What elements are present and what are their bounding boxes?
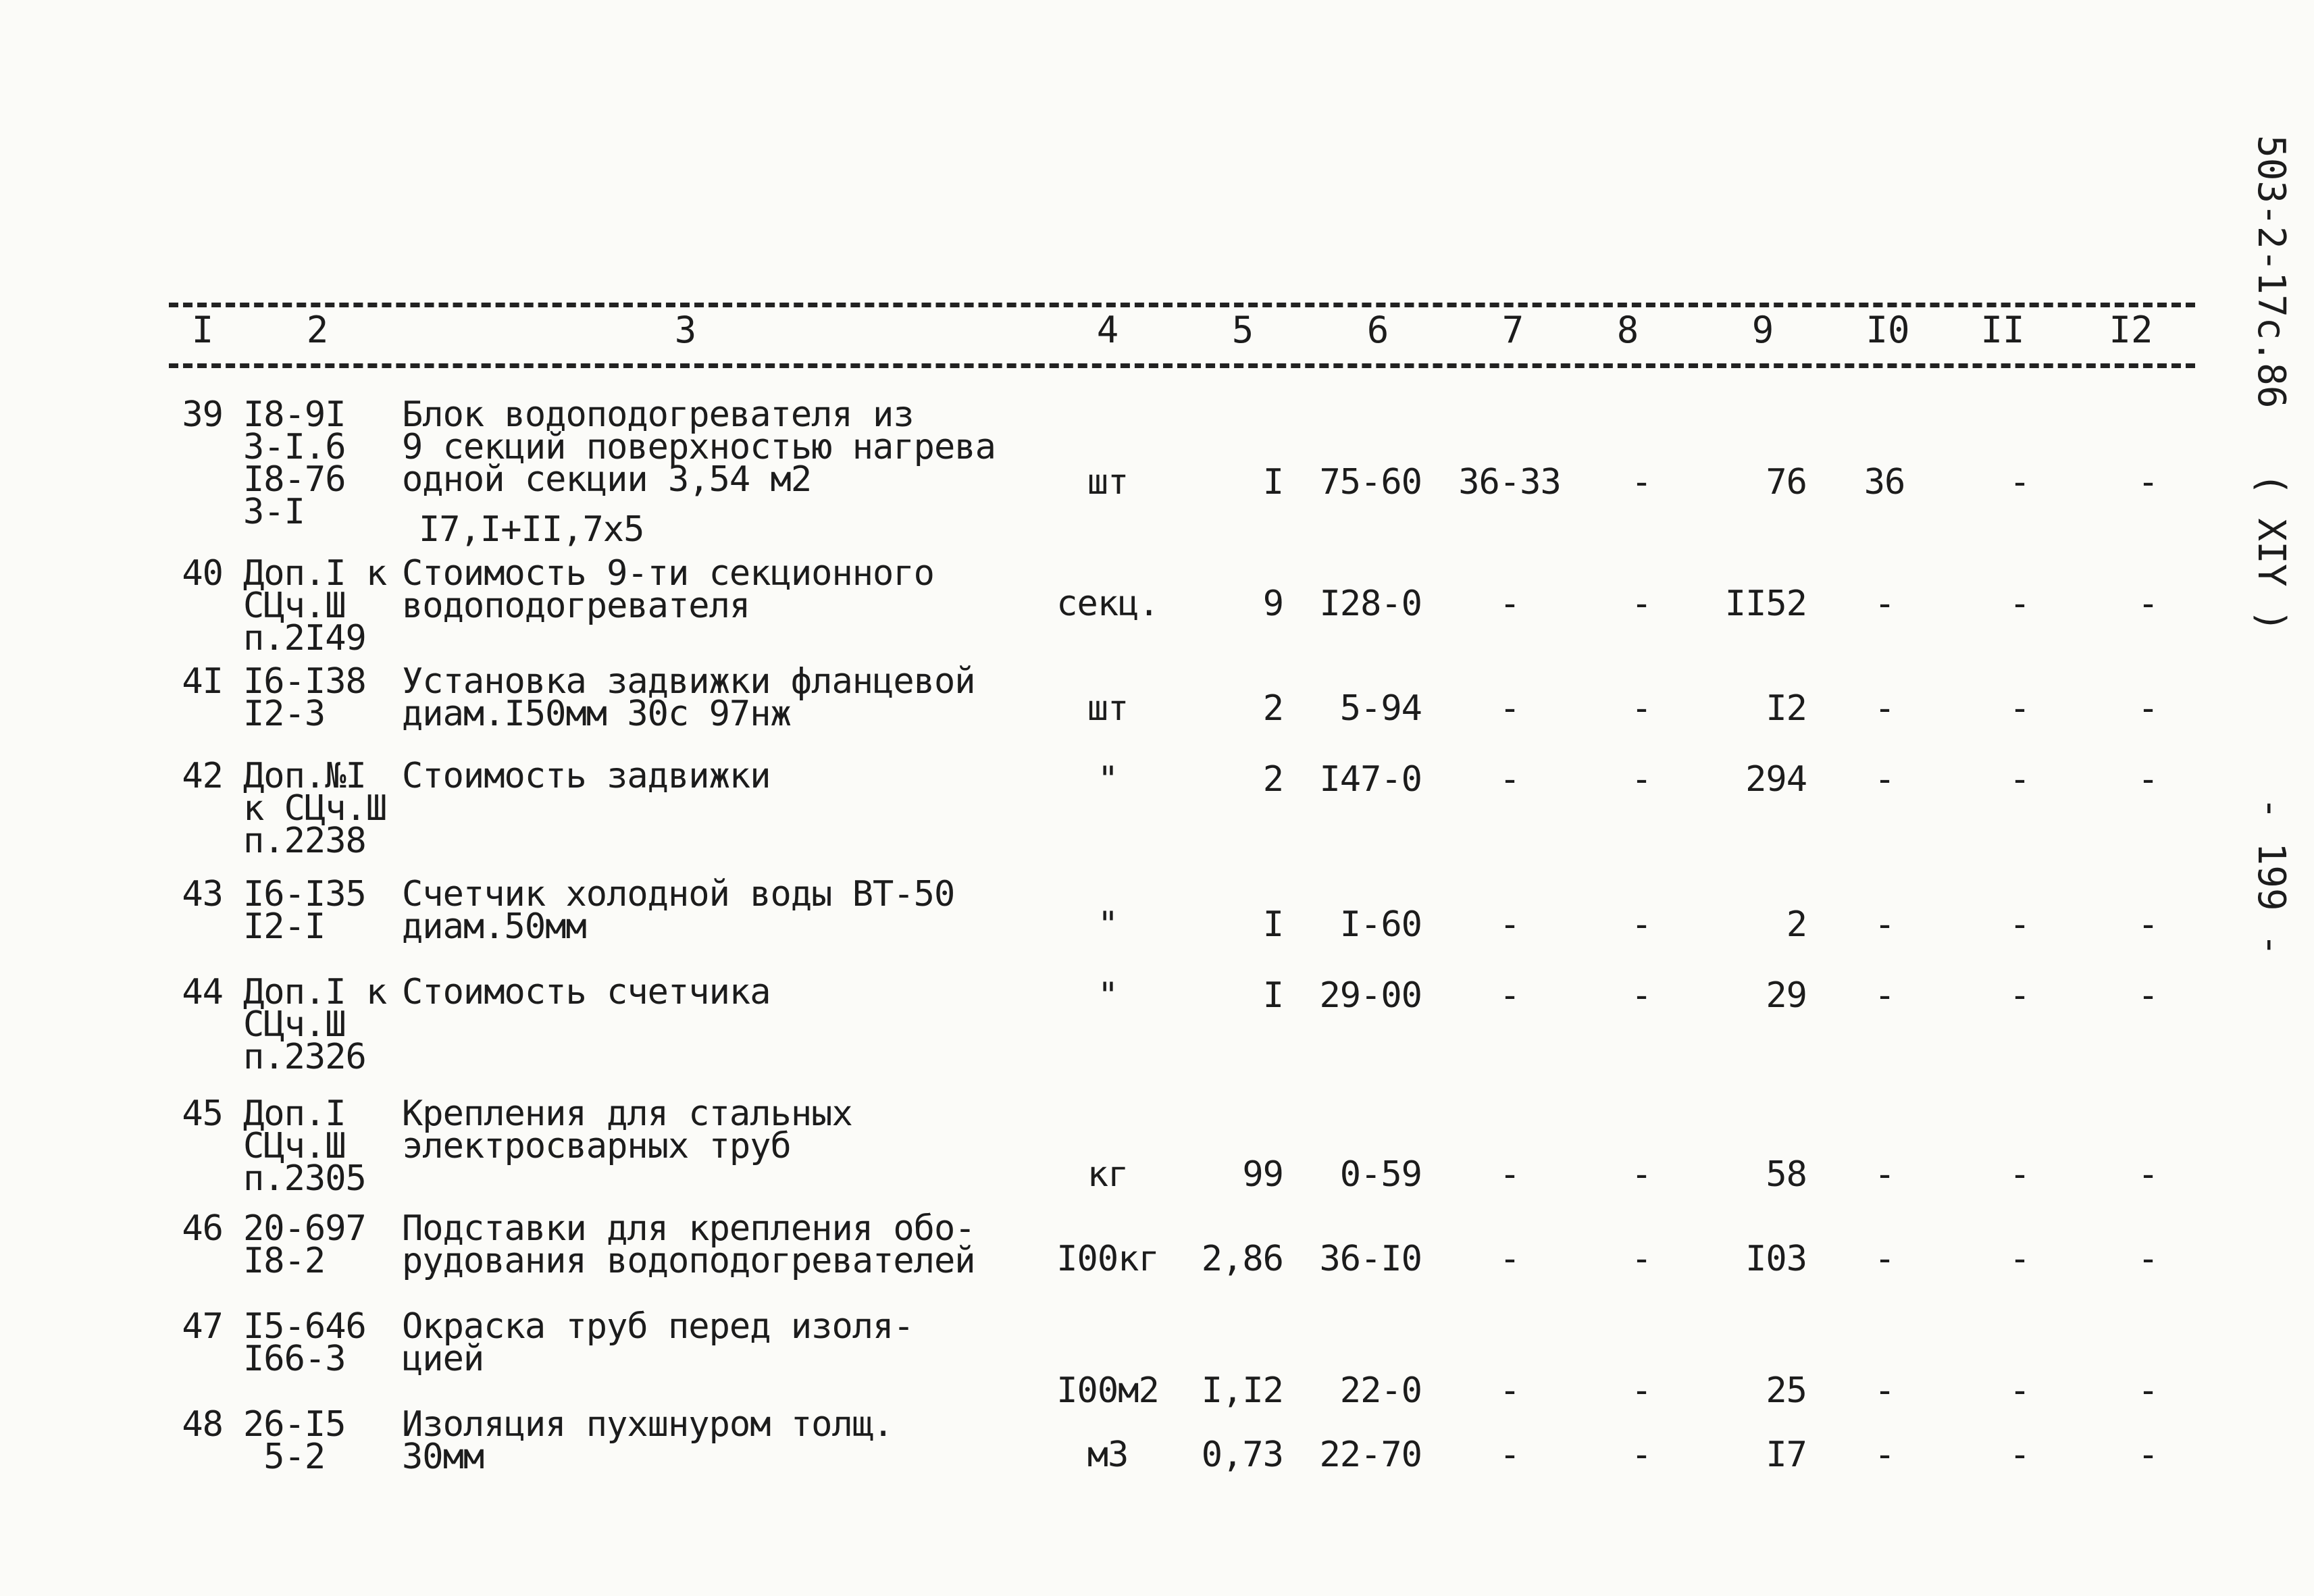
work-description: Стоимость счетчика: [402, 972, 771, 1012]
col-11-value: -: [2009, 462, 2030, 503]
unit: шт: [1087, 688, 1129, 729]
unit-price: 5-94: [1339, 688, 1422, 729]
col-10-value: -: [1874, 1435, 1895, 1475]
col-12-value: -: [2137, 1239, 2159, 1279]
total-value: I2: [1766, 688, 1807, 729]
col-11-value: -: [2009, 1370, 2030, 1411]
col-header: 8: [1616, 309, 1639, 351]
total-value: I7: [1766, 1435, 1807, 1475]
unit: секц.: [1056, 584, 1159, 624]
unit: I00кг: [1056, 1239, 1159, 1279]
unit: м3: [1087, 1435, 1129, 1475]
total-value: I03: [1745, 1239, 1807, 1279]
unit-price: 29-00: [1319, 975, 1422, 1016]
col-12-value: -: [2137, 904, 2159, 945]
total-value: 76: [1766, 462, 1807, 503]
page-number: - 199 -: [2249, 797, 2293, 957]
col-11-value: -: [2009, 1435, 2030, 1475]
unit-price: 22-70: [1319, 1435, 1422, 1475]
total-value: 29: [1766, 975, 1807, 1016]
work-description: Крепления для стальных электросварных труб: [402, 1093, 852, 1166]
col-8-value: -: [1630, 1370, 1652, 1411]
unit: ": [1097, 759, 1119, 800]
col-11-value: -: [2009, 584, 2030, 624]
row-number: 39: [182, 394, 223, 435]
price-code: Доп.№I к СЦч.Ш п.2238: [243, 756, 387, 861]
unit-price: I-60: [1339, 904, 1422, 945]
col-8-value: -: [1630, 1239, 1652, 1279]
row-number: 43: [182, 874, 223, 915]
col-8-value: -: [1630, 759, 1652, 800]
col-8-value: -: [1630, 688, 1652, 729]
col-12-value: -: [2137, 1435, 2159, 1475]
price-code: 26-I5 5-2: [243, 1404, 346, 1477]
col-11-value: -: [2009, 975, 2030, 1016]
col-7-value: -: [1499, 975, 1520, 1016]
col-10-value: -: [1874, 688, 1895, 729]
quantity: I: [1262, 904, 1283, 945]
col-12-value: -: [2137, 759, 2159, 800]
col-8-value: -: [1630, 1435, 1652, 1475]
col-header: 5: [1231, 309, 1254, 351]
row-number: 45: [182, 1093, 223, 1134]
total-value: 25: [1766, 1370, 1807, 1411]
col-header: 9: [1751, 309, 1774, 351]
col-header: 2: [306, 309, 329, 351]
total-value: 58: [1766, 1154, 1807, 1195]
col-8-value: -: [1630, 462, 1652, 503]
col-8-value: -: [1630, 1154, 1652, 1195]
col-8-value: -: [1630, 584, 1652, 624]
unit: ": [1097, 904, 1119, 945]
total-value: II52: [1724, 584, 1807, 624]
unit: шт: [1087, 462, 1129, 503]
col-header: 4: [1096, 309, 1119, 351]
quantity: 2: [1262, 688, 1283, 729]
price-code: Доп.I к СЦч.Ш п.2326: [243, 972, 387, 1077]
section-code: ( XIY ): [2249, 473, 2293, 633]
col-10-value: -: [1874, 975, 1895, 1016]
col-12-value: -: [2137, 1370, 2159, 1411]
col-11-value: -: [2009, 1239, 2030, 1279]
col-7-value: -: [1499, 904, 1520, 945]
unit-price: I28-0: [1319, 584, 1422, 624]
col-12-value: -: [2137, 975, 2159, 1016]
row-number: 46: [182, 1208, 223, 1249]
calculation-note: I7,I+II,7x5: [419, 509, 644, 550]
col-7-value: 36-33: [1458, 462, 1561, 503]
total-value: 294: [1745, 759, 1807, 800]
row-number: 44: [182, 972, 223, 1012]
quantity: 0,73: [1201, 1435, 1283, 1475]
col-10-value: 36: [1863, 462, 1905, 503]
work-description: Стоимость 9-ти секционного водоподогревателя: [402, 553, 934, 626]
quantity: I: [1262, 462, 1283, 503]
total-value: 2: [1786, 904, 1807, 945]
unit: кг: [1087, 1154, 1129, 1195]
quantity: 9: [1262, 584, 1283, 624]
row-number: 48: [182, 1404, 223, 1445]
price-code: Доп.I к СЦч.Ш п.2I49: [243, 553, 387, 659]
row-number: 42: [182, 756, 223, 796]
quantity: 99: [1242, 1154, 1283, 1195]
work-description: Изоляция пухшнуром толщ. 30мм: [402, 1404, 894, 1477]
unit-price: I47-0: [1319, 759, 1422, 800]
col-11-value: -: [2009, 759, 2030, 800]
unit-price: 36-I0: [1319, 1239, 1422, 1279]
price-code: 20-697 I8-2: [243, 1208, 366, 1281]
quantity: I,I2: [1201, 1370, 1283, 1411]
col-10-value: -: [1874, 1154, 1895, 1195]
unit-price: 75-60: [1319, 462, 1422, 503]
price-code: I8-9I 3-I.6 I8-76 3-I: [243, 394, 346, 532]
doc-code: 503-2-17c.86: [2249, 135, 2293, 409]
col-8-value: -: [1630, 904, 1652, 945]
work-description: Установка задвижки фланцевой диам.I50мм 30с 97нж: [402, 661, 975, 734]
col-12-value: -: [2137, 1154, 2159, 1195]
work-description: Стоимость задвижки: [402, 756, 771, 796]
col-header: I2: [2109, 309, 2153, 351]
col-header: 3: [674, 309, 697, 351]
col-7-value: -: [1499, 1370, 1520, 1411]
col-10-value: -: [1874, 1370, 1895, 1411]
header-bottom-rule: [169, 363, 2195, 368]
col-10-value: -: [1874, 1239, 1895, 1279]
col-header: I0: [1866, 309, 1910, 351]
price-code: Доп.I СЦч.Ш п.2305: [243, 1093, 366, 1199]
col-7-value: -: [1499, 1154, 1520, 1195]
col-header: I: [191, 309, 214, 351]
row-number: 47: [182, 1306, 223, 1347]
unit: I00м2: [1056, 1370, 1159, 1411]
unit-price: 0-59: [1339, 1154, 1422, 1195]
row-number: 40: [182, 553, 223, 594]
work-description: Счетчик холодной воды ВТ-50 диам.50мм: [402, 874, 955, 947]
price-code: I5-646 I66-3: [243, 1306, 366, 1379]
col-7-value: -: [1499, 1239, 1520, 1279]
col-10-value: -: [1874, 904, 1895, 945]
col-7-value: -: [1499, 759, 1520, 800]
col-11-value: -: [2009, 904, 2030, 945]
col-7-value: -: [1499, 1435, 1520, 1475]
col-header: 7: [1501, 309, 1524, 351]
col-11-value: -: [2009, 688, 2030, 729]
col-10-value: -: [1874, 584, 1895, 624]
col-header: 6: [1366, 309, 1389, 351]
quantity: 2: [1262, 759, 1283, 800]
quantity: I: [1262, 975, 1283, 1016]
col-10-value: -: [1874, 759, 1895, 800]
header-top-rule: [169, 303, 2195, 307]
col-12-value: -: [2137, 688, 2159, 729]
unit: ": [1097, 975, 1119, 1016]
col-12-value: -: [2137, 584, 2159, 624]
quantity: 2,86: [1201, 1239, 1283, 1279]
price-code: I6-I35 I2-I: [243, 874, 366, 947]
work-description: Окраска труб перед изоля- цией: [402, 1306, 914, 1379]
price-code: I6-I38 I2-3: [243, 661, 366, 734]
col-8-value: -: [1630, 975, 1652, 1016]
unit-price: 22-0: [1339, 1370, 1422, 1411]
work-description: Подставки для крепления обо- рудования водоподогревателей: [402, 1208, 975, 1281]
col-12-value: -: [2137, 462, 2159, 503]
col-11-value: -: [2009, 1154, 2030, 1195]
col-7-value: -: [1499, 688, 1520, 729]
row-number: 4I: [182, 661, 223, 702]
col-7-value: -: [1499, 584, 1520, 624]
work-description: Блок водоподогревателя из 9 секций поверхностью нагрева одной секции 3,54 м2: [402, 394, 996, 500]
col-header: II: [1980, 309, 2025, 351]
